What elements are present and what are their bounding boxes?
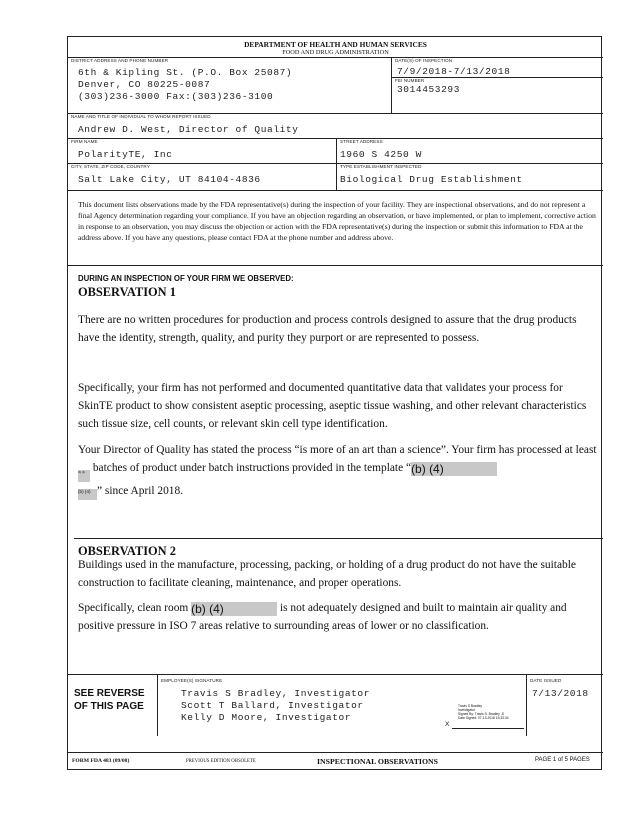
establishment-type-value: Biological Drug Establishment	[340, 174, 523, 185]
divider	[336, 138, 337, 190]
observation-1-paragraph-2: Specifically, your firm has not performed and documented quantitative data that validates your process for SkinTE product to show consistent aseptic processing, aseptic tissue washing, and other relevant characteristics such tissue size, cell counts, or relevant skin cell type identification.	[78, 382, 587, 430]
form-title: INSPECTIONAL OBSERVATIONS	[317, 757, 438, 766]
employee-signature-label: EMPLOYEE(S) SIGNATURE	[161, 678, 223, 683]
observation-1-paragraph-1: There are no written procedures for production and process controls designed to assure that the drug products have the identity, strength, quality, and purity they purport or are represented to possess.	[78, 314, 577, 344]
employee-name: Travis S Bradley, Investigator	[181, 688, 371, 699]
paragraph-text: Your Director of Quality has stated the process “is more of an art than a science”. Your firm has processed at least	[78, 444, 597, 456]
divider	[526, 674, 527, 736]
redaction-box: (b) (4)	[411, 462, 497, 476]
phone-fax-line: (303)236-3000 Fax:(303)236-3100	[78, 91, 274, 102]
esig-line: Investigator	[458, 708, 476, 712]
date-issued-label: DATE ISSUED	[530, 678, 562, 683]
paragraph-text: is not adequately designed and built to maintain air quality and positive pressure in ISO 7 areas relative to surrounding areas of lower or no classification.	[78, 602, 567, 632]
observed-intro-label: DURING AN INSPECTION OF YOUR FIRM WE OBSERVED:	[78, 274, 294, 283]
name-title-label: NAME AND TITLE OF INDIVIDUAL TO WHOM REPORT ISSUED	[71, 114, 211, 119]
see-reverse-line: SEE REVERSE	[74, 688, 145, 699]
street-address-label: STREET ADDRESS	[340, 139, 383, 144]
previous-edition-note: PREVIOUS EDITION OBSOLETE	[186, 759, 256, 764]
establishment-type-label: TYPE ESTABLISHMENT INSPECTED	[340, 164, 422, 169]
agency-heading: FOOD AND DRUG ADMINISTRATION	[282, 49, 389, 56]
redaction-box: (b) (4)	[191, 602, 277, 616]
form-id: FORM FDA 483 (09/08)	[72, 758, 130, 764]
paragraph-text: Specifically, clean room	[78, 602, 189, 614]
signature-line	[452, 728, 524, 729]
department-heading: DEPARTMENT OF HEALTH AND HUMAN SERVICES	[244, 40, 427, 49]
firm-name-value: PolarityTE, Inc	[78, 149, 173, 160]
signature-x-mark: X	[445, 721, 450, 728]
observation-2-paragraph-1: Buildings used in the manufacture, processing, packing, or holding of a drug product do not have the suitable construction to facilitate cleaning, maintenance, and proper operations.	[78, 559, 576, 589]
paragraph-text: batches of product under batch instructions provided in the template “	[90, 462, 412, 474]
fda-483-form	[67, 36, 602, 770]
divider	[157, 674, 158, 736]
district-address-label: DISTRICT ADDRESS AND PHONE NUMBER	[71, 58, 169, 63]
date-issued-value: 7/13/2018	[532, 688, 589, 699]
esig-line: Travis S Bradley	[458, 704, 483, 708]
divider	[74, 538, 603, 539]
divider	[68, 752, 603, 753]
observation-1-paragraph-3	[78, 441, 606, 500]
electronic-signature-block	[458, 704, 509, 720]
street-address-value: 1960 S 4250 W	[340, 149, 422, 160]
address-line: 6th & Kipling St. (P.O. Box 25087)	[78, 67, 293, 78]
firm-name-label: FIRM NAME	[71, 139, 98, 144]
city-label: CITY, STATE, ZIP CODE, COUNTRY	[71, 164, 150, 169]
divider	[391, 57, 392, 113]
redaction-box: (b) (4)	[78, 489, 97, 500]
name-title-value: Andrew D. West, Director of Quality	[78, 124, 299, 135]
esig-line: Date Signed: 07-13-2018 15:33:34	[458, 716, 509, 720]
divider	[68, 265, 603, 266]
dates-label: DATE(S) OF INSPECTION	[395, 58, 453, 63]
district-address-value	[78, 67, 292, 103]
page-indicator: PAGE 1 of 5 PAGES	[535, 757, 590, 763]
paragraph-text: ” since April 2018.	[97, 485, 184, 497]
divider	[68, 674, 603, 675]
see-reverse-line: OF THIS PAGE	[74, 701, 144, 712]
redaction-box: (b) (4)	[78, 470, 90, 482]
observation-1-title: OBSERVATION 1	[78, 285, 176, 299]
esig-line: Signed By: Travis S. Bradley -S	[458, 712, 504, 716]
city-value: Salt Lake City, UT 84104-4836	[78, 174, 261, 185]
address-line: Denver, CO 80225-0087	[78, 79, 211, 90]
employee-name: Kelly D Moore, Investigator	[181, 712, 352, 723]
see-reverse-notice	[74, 687, 145, 713]
fei-value: 3014453293	[397, 84, 461, 95]
disclaimer-text: This document lists observations made by the FDA representative(s) during the inspection of your facility. They are inspectional observations, and do not represent a final Agency determination regarding your compliance. If you have an objection regarding an observation, or have implemented, or plan to implement, corrective action in response to an observation, you may discuss the objection or action with the FDA representative(s) during the inspection or submit this information to FDA at the address above. If you have any questions, please contact FDA at the phone number and address above.	[78, 200, 596, 242]
employee-name: Scott T Ballard, Investigator	[181, 700, 364, 711]
fei-label: FEI NUMBER	[395, 78, 425, 83]
observation-2-title: OBSERVATION 2	[78, 544, 176, 558]
observation-2-paragraph-2	[78, 599, 598, 635]
dates-value: 7/9/2018-7/13/2018	[397, 66, 511, 77]
employee-list	[181, 688, 370, 724]
divider	[68, 190, 603, 191]
